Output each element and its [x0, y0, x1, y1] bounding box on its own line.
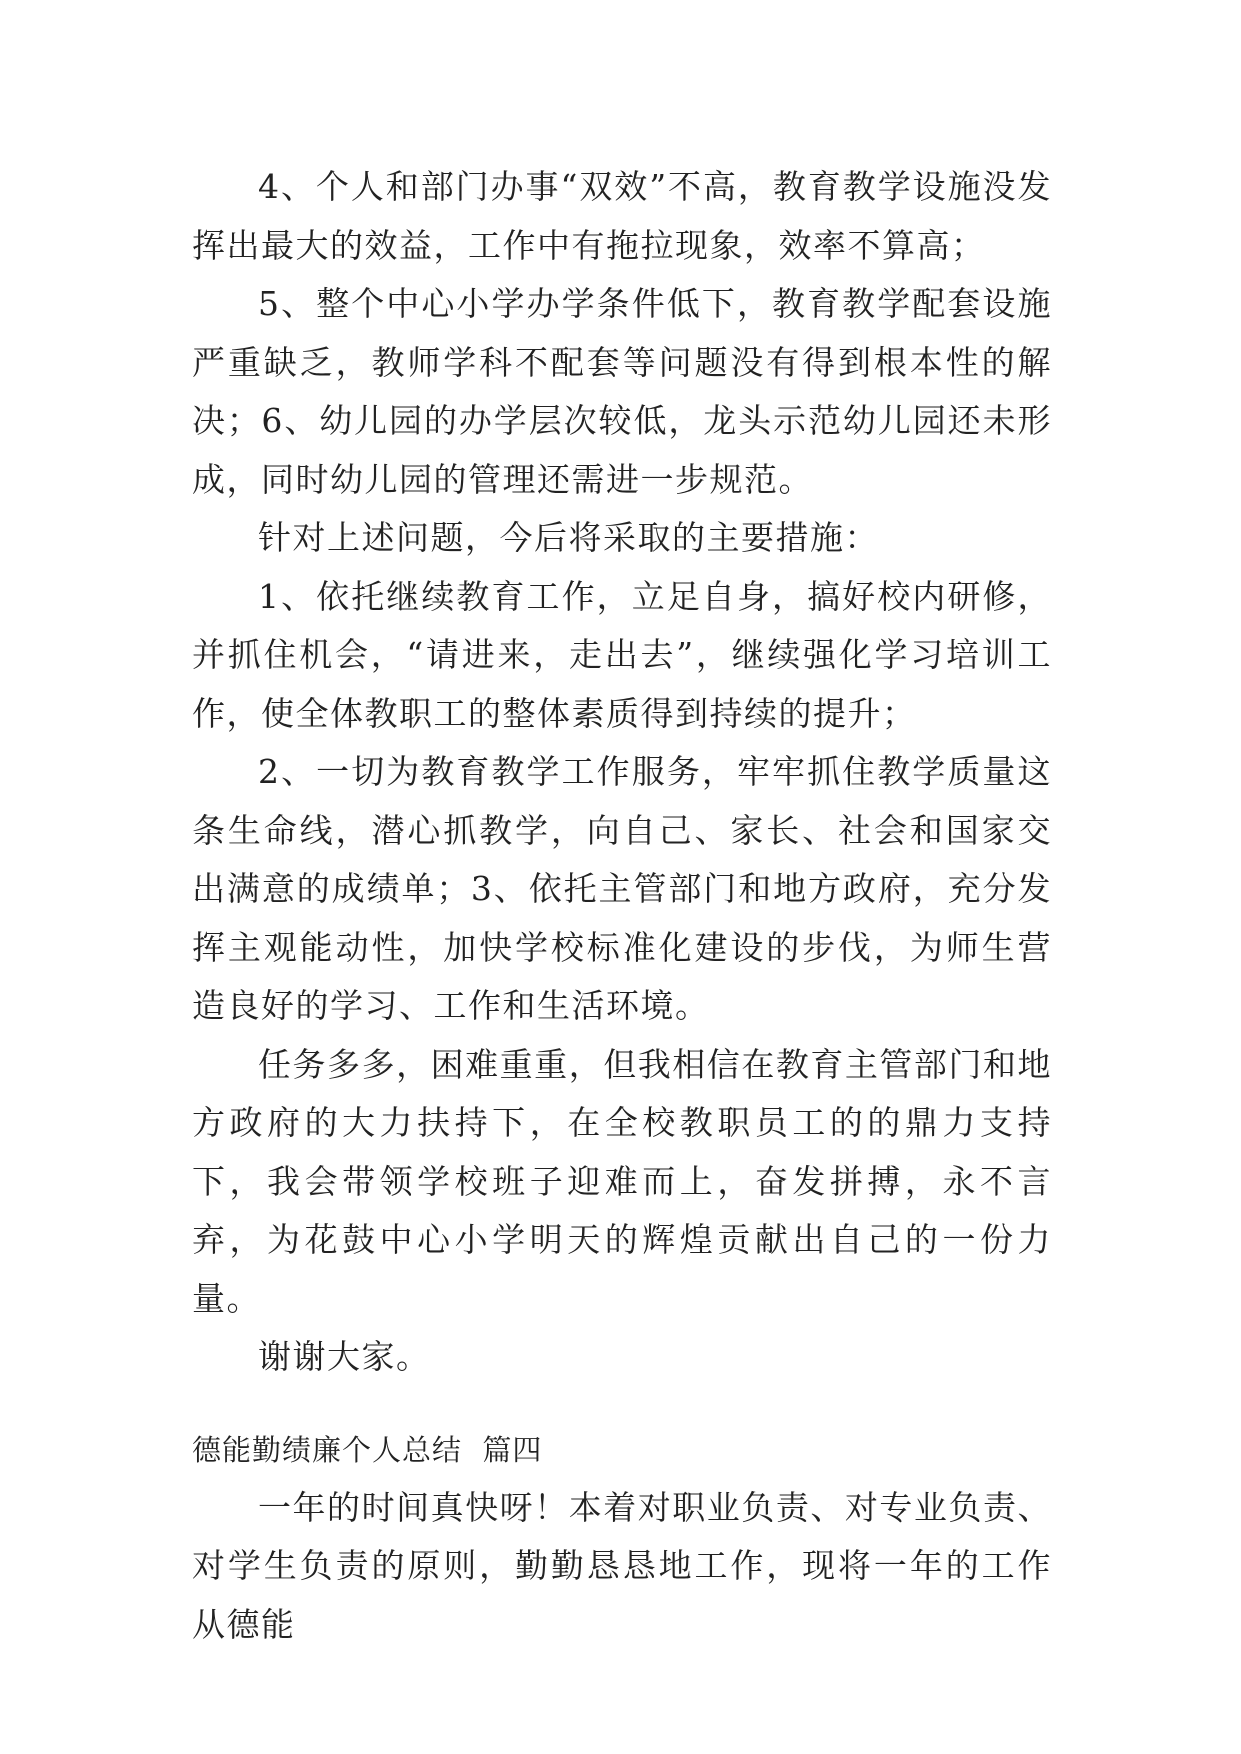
document-page: [192, 158, 1052, 1654]
paragraph: 2、一切为教育教学工作服务，牢牢抓住教学质量这条生命线，潜心抓教学，向自己、家长、社会和国家交出满意的成绩单；3、依托主管部门和地方政府，充分发挥主观能动性，加快学校标准化建设的步伐，为师生营造良好的学习、工作和生活环境。: [192, 752, 1052, 1025]
paragraph: 一年的时间真快呀！本着对职业负责、对专业负责、对学生负责的原则，勤勤恳恳地工作，现将一年的工作从德能: [192, 1487, 1052, 1644]
paragraph: 4、个人和部门办事“双效”不高，教育教学设施没发挥出最大的效益，工作中有拖拉现象，效率不算高；: [192, 167, 1052, 265]
paragraph: 针对上述问题，今后将采取的主要措施：: [258, 518, 879, 557]
paragraph: 5、整个中心小学办学条件低下，教育教学配套设施严重缺乏，教师学科不配套等问题没有得到根本性的解决；6、幼儿园的办学层次较低，龙头示范幼儿园还未形成，同时幼儿园的管理还需进一步规范。: [192, 284, 1052, 499]
paragraph: 任务多多，困难重重，但我相信在教育主管部门和地方政府的大力扶持下，在全校教职员工的的鼎力支持下，我会带领学校班子迎难而上，奋发拼搏，永不言弃，为花鼓中心小学明天的辉煌贡献出自己的一份力量。: [192, 1044, 1052, 1318]
section-heading: 德能勤绩廉个人总结 篇四: [192, 1432, 543, 1467]
paragraph: 谢谢大家。: [258, 1337, 431, 1376]
paragraph: 1、依托继续教育工作，立足自身，搞好校内研修，并抓住机会，“请进来，走出去”，继续强化学习培训工作，使全体教职工的整体素质得到持续的提升；: [192, 576, 1052, 733]
